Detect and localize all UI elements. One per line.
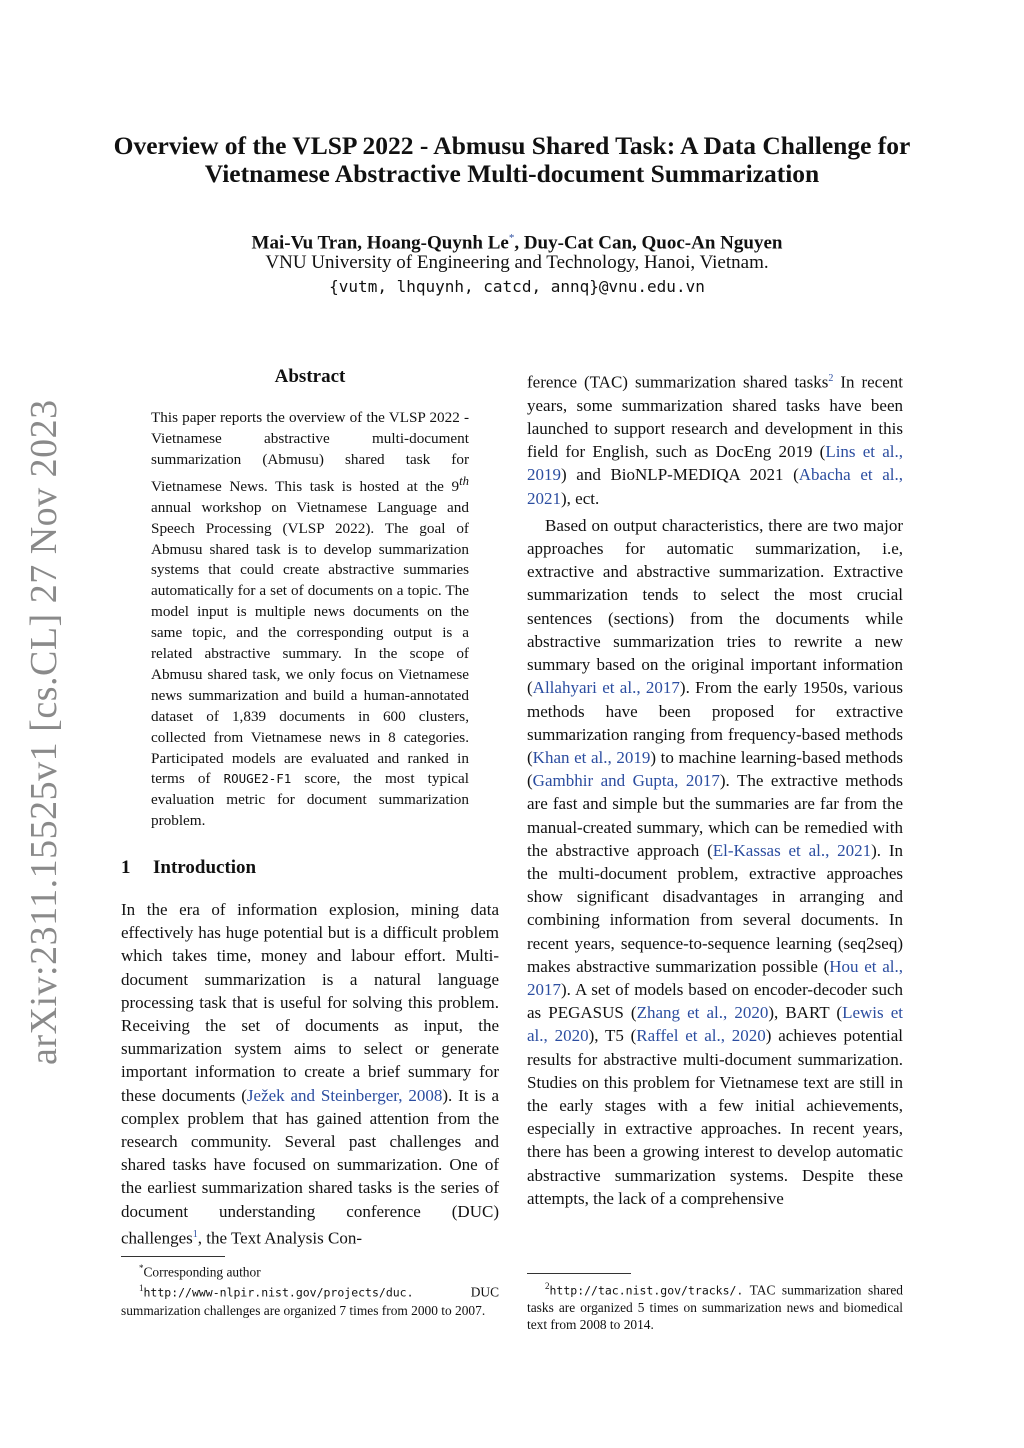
metric-name: ROUGE2-F1 — [223, 771, 292, 787]
arxiv-stamp: arXiv:2311.15525v1 [cs.CL] 27 Nov 2023 — [23, 399, 65, 1065]
footnote-1: $^1$http://www-nlpir.nist.gov/projects/duc. DUC summarization challenges are organized 7 times from 2000 to 2007. — [121, 1283, 499, 1318]
footnote-1-url[interactable]: http://www-nlpir.nist.gov/projects/duc. — [143, 1285, 414, 1300]
citation-jezek[interactable]: Ježek and Steinberger, 2008 — [246, 1085, 443, 1105]
affiliation: VNU University of Engineering and Technology, Hanoi, Vietnam. — [265, 252, 769, 273]
paper-title — [100, 132, 924, 188]
right-paragraph-1: ference (TAC) summarization shared tasks$^2$ In recent years, some summarization shared tasks have been launched to support research and development in this field for English, such as DocEng 2019 (Lins et al., 2019) and BioNLP-MEDIQA 2021 (Abacha et al., 2021), ect. — [527, 372, 903, 508]
footnote-2: $^2$http://tac.nist.gov/tracks/. TAC summarization shared tasks are organized 5 times on summarization news and biomedical text from 2008 to 2014. — [527, 1281, 903, 1333]
footnote-ref-1[interactable]: 1 — [192, 1228, 198, 1240]
right-column — [527, 367, 903, 1210]
title-line-2: Vietnamese Abstractive Multi-document Summarization — [204, 159, 820, 188]
footnote-2-url[interactable]: http://tac.nist.gov/tracks/. — [549, 1283, 744, 1298]
author-emails: {vutm, lhquynh, catcd, annq}@vnu.edu.vn — [329, 277, 705, 296]
citation-zhang[interactable]: Zhang et al., 2020 — [636, 1003, 769, 1023]
citation-raffel[interactable]: Raffel et al., 2020 — [636, 1026, 766, 1046]
footnote-ref-2[interactable]: 2 — [828, 373, 834, 384]
right-paragraph-2: Based on output characteristics, there are two major approaches for automatic summarization, i.e, extractive and abstractive summarization. Extractive summarization tends to select the most crucial sentences (sections) from the documents while abstractive summarization tries to rewrite a new summary based on the original important information (Allahyari et al., 2017). From the early 1950s, various methods have been proposed for extractive summarization ranging from frequency-based methods (Khan et al., 2019) to machine learning-based methods (Gambhir and Gupta, 2017). The extractive methods are fast and simple but the summaries are far from the manual-created summary, which can be remedied with the abstractive approach (El-Kassas et al., 2021). In the multi-document problem, extractive approaches show significant disadvantages in arranging and combining information from several documents. In recent years, sequence-to-sequence learning (seq2seq) makes abstractive summarization possible (Hou et al., 2017). A set of models based on encoder-decoder such as PEGASUS (Zhang et al., 2020), BART (Lewis et al., 2020), T5 (Raffel et al., 2020) achieves potential results for abstractive multi-document summarization. Studies on this problem for Vietnamese text are still in the early stages with a few initial achievements, especially in extractive approaches. In recent years, there has been a growing interest to develop automatic abstractive summarization systems. Despite these attempts, the lack of a comprehensive — [527, 515, 904, 1208]
citation-abacha[interactable]: Abacha et al., 2021 — [527, 465, 903, 508]
footnote-corresponding: *Corresponding author — [139, 1263, 261, 1280]
introduction-paragraph: In the era of information explosion, mining data effectively has huge potential but is a difficult problem which takes time, money and labour effort. Multi-document summarization is a natural language processing task that is useful for solving this problem. Receiving the set of documents as input, the summarization system aims to select or generate important information to create a brief summary for these documents (Ježek and Steinberger, 2008). It is a complex problem that has gained attention from the research community. Several past challenges and shared tasks have focused on summarization. One of the earliest summarization shared tasks is the series of document understanding conference (DUC) challenges$^1$, the Text Analysis Con- — [121, 900, 500, 1248]
footnotes-left — [121, 1260, 499, 1319]
authors-part-1: Mai-Vu Tran, Hoang-Quynh Le — [251, 232, 509, 254]
footnote-rule-left — [121, 1256, 225, 1257]
citation-khan[interactable]: Khan et al., 2019 — [532, 747, 651, 767]
title-line-1: Overview of the VLSP 2022 - Abmusu Shared Task: A Data Challenge for — [113, 131, 911, 160]
citation-el-kassas[interactable]: El-Kassas et al., 2021 — [712, 840, 872, 860]
section-heading-introduction: 1 Introduction — [121, 857, 257, 878]
footnote-rule-right — [527, 1273, 631, 1274]
corresponding-mark: * — [508, 232, 515, 244]
citation-lins[interactable]: Lins et al., 2019 — [527, 442, 903, 485]
authors-part-2: , Duy-Cat Can, Quoc-An Nguyen — [514, 232, 783, 254]
citation-allahyari[interactable]: Allahyari et al., 2017 — [532, 678, 680, 698]
abstract-heading: Abstract — [274, 366, 346, 387]
citation-hou[interactable]: Hou et al., 2017 — [527, 956, 903, 999]
citation-lewis[interactable]: Lewis et al., 2020 — [527, 1003, 903, 1046]
citation-gambhir[interactable]: Gambhir and Gupta, 2017 — [532, 771, 720, 791]
abstract-body: This paper reports the overview of the VLSP 2022 - Vietnamese abstractive multi-document summarization (Abmusu) shared task for Vietnamese News. This task is hosted at the 9th annual workshop on Vietnamese Language and Speech Processing (VLSP 2022). The goal of Abmusu shared task is to develop summarization systems that could create abstractive summaries automatically for a set of documents on a topic. The model input is multiple news documents on the same topic, and the corresponding output is a related abstractive summary. In the scope of Abmusu shared task, we only focus on Vietnamese news summarization and build a human-annotated dataset of 1,839 documents in 600 clusters, collected from Vietnamese news in 8 categories. Participated models are evaluated and ranked in terms of ROUGE2-F1 score, the most typical evaluation metric for document summarization problem. — [151, 409, 469, 830]
